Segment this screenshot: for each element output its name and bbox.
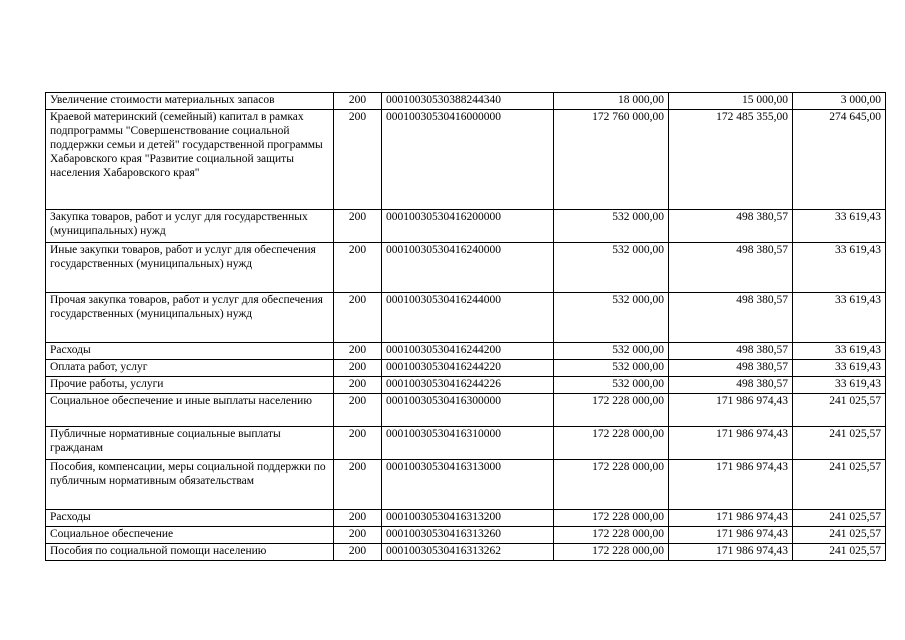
row-line-code: 200: [334, 110, 382, 210]
row-approved-amount: 532 000,00: [554, 243, 669, 293]
row-approved-amount: 532 000,00: [554, 293, 669, 343]
row-budget-code: 00010030530416240000: [382, 243, 554, 293]
table-row: [46, 210, 886, 243]
row-executed-amount: 498 380,57: [669, 377, 793, 394]
row-executed-amount: 171 986 974,43: [669, 394, 793, 427]
table-row: [46, 110, 886, 210]
row-approved-amount: 532 000,00: [554, 343, 669, 360]
row-approved-amount: 18 000,00: [554, 93, 669, 110]
table-row: [46, 394, 886, 427]
row-unexecuted-amount: 3 000,00: [793, 93, 886, 110]
table-row: [46, 427, 886, 460]
row-approved-amount: 532 000,00: [554, 210, 669, 243]
row-budget-code: 00010030530416244000: [382, 293, 554, 343]
row-approved-amount: 172 228 000,00: [554, 544, 669, 561]
table-row: [46, 377, 886, 394]
row-budget-code: 00010030530416244200: [382, 343, 554, 360]
row-name: Публичные нормативные социальные выплаты гражданам: [46, 427, 334, 460]
row-unexecuted-amount: 241 025,57: [793, 394, 886, 427]
row-unexecuted-amount: 241 025,57: [793, 460, 886, 510]
row-name: Иные закупки товаров, работ и услуг для обеспечения государственных (муниципальных) нужд: [46, 243, 334, 293]
row-line-code: 200: [334, 377, 382, 394]
row-executed-amount: 15 000,00: [669, 93, 793, 110]
row-name: Расходы: [46, 343, 334, 360]
row-name: Оплата работ, услуг: [46, 360, 334, 377]
row-executed-amount: 171 986 974,43: [669, 527, 793, 544]
row-unexecuted-amount: 274 645,00: [793, 110, 886, 210]
row-budget-code: 00010030530416313200: [382, 510, 554, 527]
row-line-code: 200: [334, 243, 382, 293]
row-approved-amount: 532 000,00: [554, 360, 669, 377]
row-approved-amount: 172 228 000,00: [554, 394, 669, 427]
row-name: Краевой материнский (семейный) капитал в рамках подпрограммы "Совершенствование социальной поддержки семьи и детей" государственной программы Хабаровского края "Развитие социальной защиты населения Хабаровского края": [46, 110, 334, 210]
table-row: [46, 527, 886, 544]
row-unexecuted-amount: 241 025,57: [793, 544, 886, 561]
row-name: Пособия по социальной помощи населению: [46, 544, 334, 561]
row-executed-amount: 498 380,57: [669, 243, 793, 293]
row-budget-code: 00010030530416313260: [382, 527, 554, 544]
row-executed-amount: 172 485 355,00: [669, 110, 793, 210]
row-name: Увеличение стоимости материальных запасов: [46, 93, 334, 110]
row-executed-amount: 498 380,57: [669, 210, 793, 243]
row-line-code: 200: [334, 460, 382, 510]
row-executed-amount: 498 380,57: [669, 293, 793, 343]
row-unexecuted-amount: 241 025,57: [793, 427, 886, 460]
row-unexecuted-amount: 241 025,57: [793, 527, 886, 544]
table-row: [46, 93, 886, 110]
row-executed-amount: 171 986 974,43: [669, 460, 793, 510]
row-budget-code: 00010030530416310000: [382, 427, 554, 460]
row-approved-amount: 172 760 000,00: [554, 110, 669, 210]
row-unexecuted-amount: 33 619,43: [793, 293, 886, 343]
row-budget-code: 00010030530416300000: [382, 394, 554, 427]
row-unexecuted-amount: 33 619,43: [793, 343, 886, 360]
row-line-code: 200: [334, 93, 382, 110]
row-approved-amount: 172 228 000,00: [554, 527, 669, 544]
row-line-code: 200: [334, 343, 382, 360]
row-name: Расходы: [46, 510, 334, 527]
row-executed-amount: 171 986 974,43: [669, 427, 793, 460]
row-budget-code: 00010030530388244340: [382, 93, 554, 110]
row-name: Прочие работы, услуги: [46, 377, 334, 394]
row-line-code: 200: [334, 394, 382, 427]
row-approved-amount: 172 228 000,00: [554, 460, 669, 510]
row-line-code: 200: [334, 510, 382, 527]
table-row: [46, 460, 886, 510]
row-budget-code: 00010030530416244220: [382, 360, 554, 377]
row-budget-code: 00010030530416313000: [382, 460, 554, 510]
row-executed-amount: 171 986 974,43: [669, 510, 793, 527]
table-row: [46, 293, 886, 343]
row-executed-amount: 498 380,57: [669, 360, 793, 377]
row-budget-code: 00010030530416200000: [382, 210, 554, 243]
row-name: Социальное обеспечение: [46, 527, 334, 544]
table-row: [46, 510, 886, 527]
row-executed-amount: 498 380,57: [669, 343, 793, 360]
row-budget-code: 00010030530416000000: [382, 110, 554, 210]
row-unexecuted-amount: 33 619,43: [793, 377, 886, 394]
row-unexecuted-amount: 33 619,43: [793, 360, 886, 377]
table-row: [46, 343, 886, 360]
row-unexecuted-amount: 241 025,57: [793, 510, 886, 527]
row-line-code: 200: [334, 427, 382, 460]
row-approved-amount: 172 228 000,00: [554, 427, 669, 460]
row-line-code: 200: [334, 360, 382, 377]
table-row: [46, 243, 886, 293]
row-approved-amount: 532 000,00: [554, 377, 669, 394]
table-row: [46, 544, 886, 561]
table-row: [46, 360, 886, 377]
row-line-code: 200: [334, 527, 382, 544]
row-unexecuted-amount: 33 619,43: [793, 210, 886, 243]
row-name: Социальное обеспечение и иные выплаты населению: [46, 394, 334, 427]
row-unexecuted-amount: 33 619,43: [793, 243, 886, 293]
row-line-code: 200: [334, 293, 382, 343]
row-executed-amount: 171 986 974,43: [669, 544, 793, 561]
row-budget-code: 00010030530416244226: [382, 377, 554, 394]
row-line-code: 200: [334, 210, 382, 243]
row-line-code: 200: [334, 544, 382, 561]
row-approved-amount: 172 228 000,00: [554, 510, 669, 527]
row-name: Закупка товаров, работ и услуг для государственных (муниципальных) нужд: [46, 210, 334, 243]
row-name: Пособия, компенсации, меры социальной поддержки по публичным нормативным обязательствам: [46, 460, 334, 510]
row-budget-code: 00010030530416313262: [382, 544, 554, 561]
row-name: Прочая закупка товаров, работ и услуг для обеспечения государственных (муниципальных) нужд: [46, 293, 334, 343]
budget-execution-table: [45, 92, 886, 561]
